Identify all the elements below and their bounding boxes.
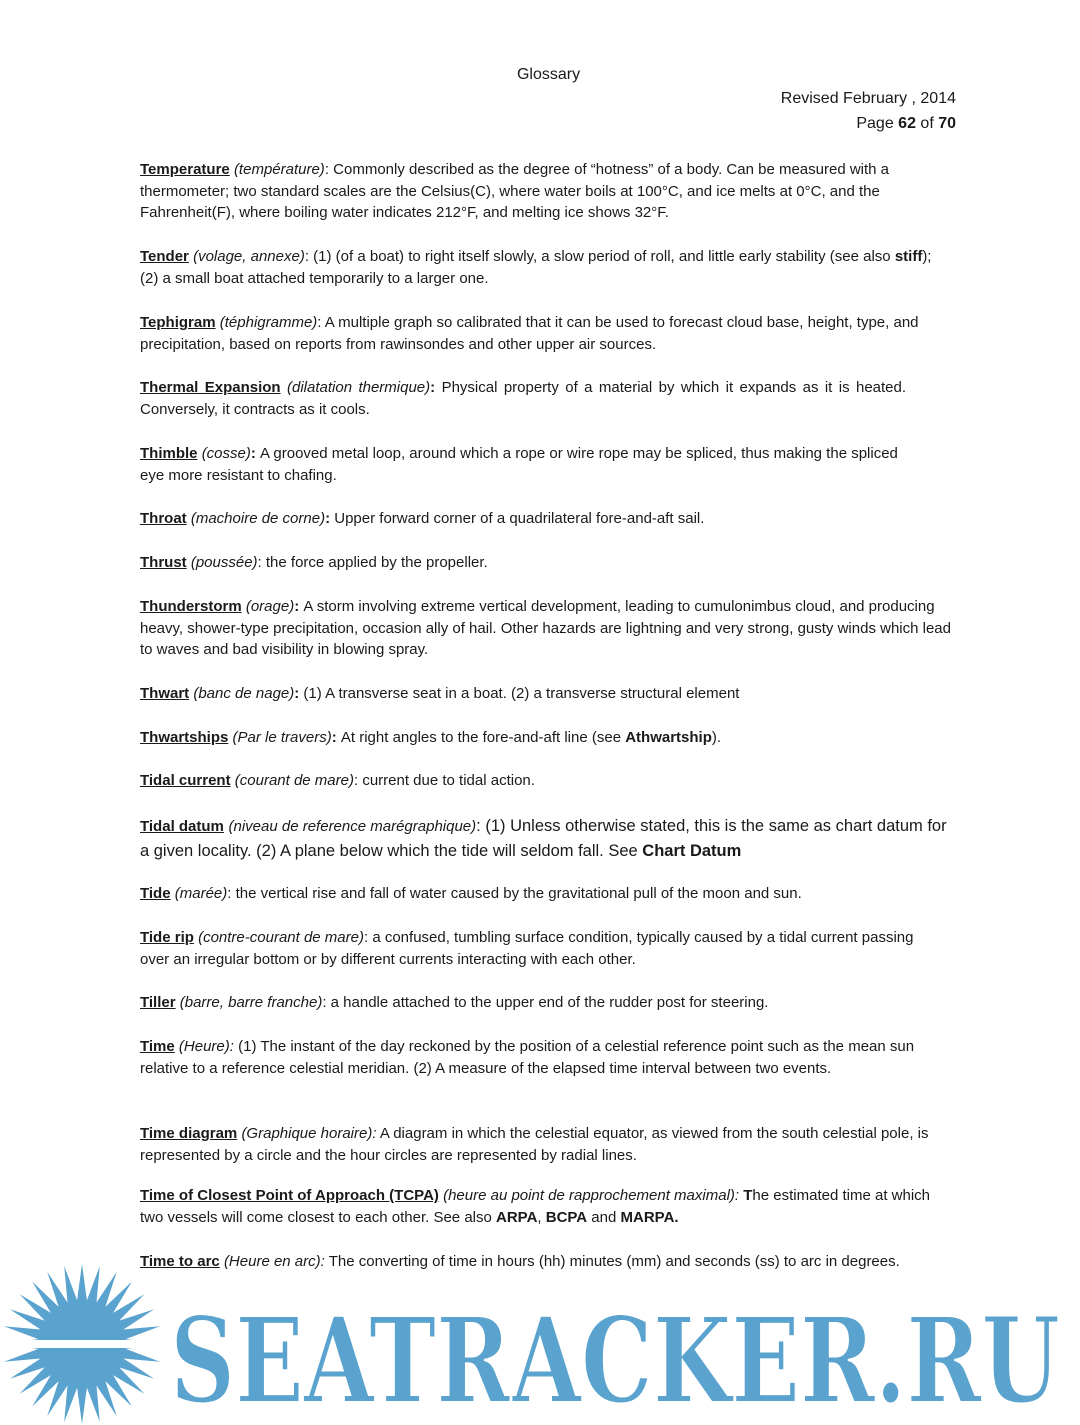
glossary-entry-thwart: Thwart (banc de nage): (1) A transverse seat in a boat. (2) a transverse structural element [140,685,740,702]
glossary-entry-time: Time (Heure): (1) The instant of the day reckoned by the position of a celestial reference point such as the mean sun relative to a reference celestial meridian. (2) A measure of the elapsed time interval between two events. [140,1038,915,1077]
sun-icon [0,1264,170,1424]
glossary-entry-tide-rip: Tide rip (contre-courant de mare): a confused, tumbling surface condition, typically caused by a tidal current passing over an irregular bottom or by different currents interacting with each other. [140,929,914,968]
glossary-entry-thermal-expansion: Thermal Expansion (dilatation thermique): Physical property of a material by which it expands as it is heated. Conversely, it contracts as it cools. [140,379,907,418]
watermark [0,1262,1080,1425]
glossary-entry-thimble: Thimble (cosse): A grooved metal loop, around which a rope or wire rope may be spliced, thus making the spliced eye more resistant to chafing. [140,445,898,484]
glossary-entry-throat: Throat (machoire de corne): Upper forward corner of a quadrilateral fore-and-aft sail. [140,510,705,527]
glossary-entry-tender: Tender (volage, annexe): (1) (of a boat) to right itself slowly, a slow period of roll, and little early stability (see also stiff); (2) a small boat attached temporarily to a larger one. [140,248,932,287]
page-number: Page 62 of 70 [856,115,956,132]
glossary-entry-time-to-arc: Time to arc (Heure en arc): The converting of time in hours (hh) minutes (mm) and seconds (ss) to arc in degrees. [140,1253,900,1270]
glossary-entry-temperature: Temperature (température): Commonly described as the degree of “hotness” of a body. Can be measured with a thermometer; two standard scales are the Celsius(C), where water boils at 100°C, and ice melts at 0°C, and the Fahrenheit(F), where boiling water indicates 212°F, and melting ice shows 32°F. [140,161,890,222]
revision-date: Revised February , 2014 [780,90,956,107]
glossary-entry-thwartships: Thwartships (Par le travers): At right angles to the fore-and-aft line (see Athwartship). [140,729,722,746]
glossary-entry-tiller: Tiller (barre, barre franche): a handle attached to the upper end of the rudder post for steering. [140,994,769,1011]
glossary-entry-tephigram: Tephigram (téphigramme): A multiple graph so calibrated that it can be used to forecast cloud base, height, type, and precipitation, based on reports from rawinsondes and other upper air sources. [140,314,919,353]
sun-horizon [0,1340,170,1348]
glossary-entry-thrust: Thrust (poussée): the force applied by the propeller. [140,554,488,571]
watermark-text: SEATRACKER.RU [170,1291,1060,1425]
glossary-entry-tidal-current: Tidal current (courant de mare): current due to tidal action. [140,772,535,789]
glossary-entry-tide: Tide (marée): the vertical rise and fall of water caused by the gravitational pull of the moon and sun. [140,885,802,902]
glossary-entry-time-diagram: Time diagram (Graphique horaire): A diagram in which the celestial equator, as viewed from the south celestial pole, is represented by a circle and the hour circles are represented by radial lines. [140,1125,929,1164]
glossary-entry-thunderstorm: Thunderstorm (orage): A storm involving extreme vertical development, leading to cumulonimbus cloud, and producing heavy, shower-type precipitation, occasion ally of hail. Other hazards are lightning and very strong, gusty winds which lead to waves and bad visibility in blowing spray. [140,598,951,659]
glossary-entry-tcpa: Time of Closest Point of Approach (TCPA) (heure au point de rapprochement maximal): The estimated time at which two vessels will come closest to each other. See also ARPA, BCPA and MARPA. [140,1187,931,1226]
glossary-entry-tidal-datum: Tidal datum (niveau de reference marégraphique): (1) Unless otherwise stated, this is the same as chart datum for a given locality. (2) A plane below which the tide will seldom fall. See Chart Datum [140,817,947,860]
page-header-title: Glossary [516,66,581,83]
